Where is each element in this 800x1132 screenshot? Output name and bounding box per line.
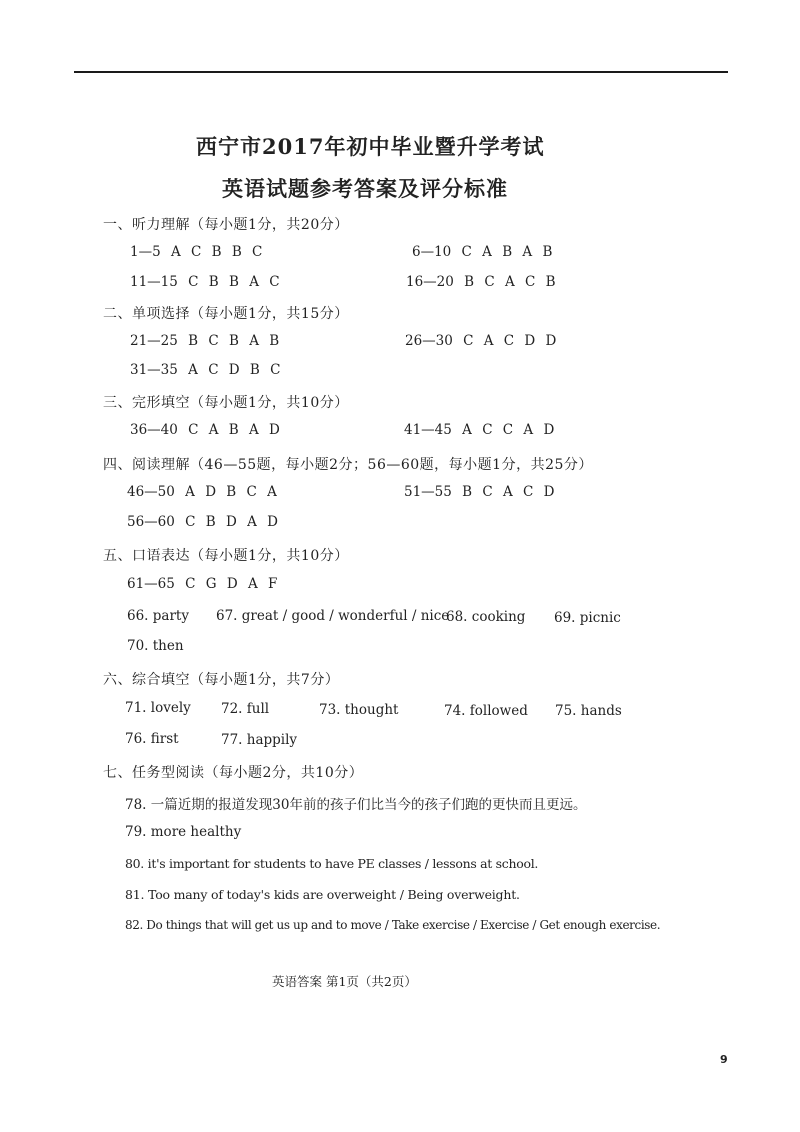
- answer-item: 79. more healthy: [125, 824, 242, 840]
- answer-row: 21—25 B C B A B: [130, 333, 280, 349]
- answer-item: 72. full: [221, 701, 270, 717]
- answer-item: 78. 一篇近期的报道发现30年前的孩子们比当今的孩子们跑的更快而且更远。: [125, 797, 587, 813]
- answer-item: 70. then: [127, 638, 184, 654]
- answer-item: 82. Do things that will get us up and to move / Take exercise / Exercise / Get enough exercise.: [125, 918, 661, 932]
- section-heading-comprehensive-fill: 六、综合填空（每小题1分，共7分）: [103, 672, 340, 688]
- page-subtitle: 英语试题参考答案及评分标准: [222, 176, 508, 201]
- section-heading-oral: 五、口语表达（每小题1分，共10分）: [103, 548, 349, 564]
- answer-item: 80. it's important for students to have PE classes / lessons at school.: [125, 856, 539, 871]
- answer-row: 1—5 A C B B C: [130, 244, 263, 260]
- answer-item: 69. picnic: [554, 610, 621, 626]
- answer-item: 75. hands: [555, 703, 622, 719]
- answer-row: 41—45 A C C A D: [404, 422, 555, 438]
- section-heading-single-choice: 二、单项选择（每小题1分，共15分）: [103, 306, 349, 322]
- section-heading-reading: 四、阅读理解（46—55题，每小题2分；56—60题，每小题1分，共25分）: [103, 457, 593, 473]
- answer-item: 76. first: [125, 731, 179, 747]
- answer-item: 67. great / good / wonderful / nice: [216, 608, 450, 624]
- answer-row: 16—20 B C A C B: [406, 274, 556, 290]
- answer-row: 6—10 C A B A B: [412, 244, 553, 260]
- answer-row: 56—60 C B D A D: [127, 514, 278, 530]
- answer-row: 31—35 A C D B C: [130, 362, 281, 378]
- page-number: 9: [720, 1053, 728, 1066]
- answer-row: 61—65 C G D A F: [127, 576, 278, 592]
- answer-row: 26—30 C A C D D: [405, 333, 557, 349]
- answer-row: 51—55 B C A C D: [404, 484, 555, 500]
- answer-row: 11—15 C B B A C: [130, 274, 280, 290]
- answer-item: 74. followed: [444, 703, 528, 719]
- answer-item: 81. Too many of today's kids are overweight / Being overweight.: [125, 887, 520, 902]
- section-heading-task-reading: 七、任务型阅读（每小题2分，共10分）: [103, 765, 364, 781]
- section-heading-cloze: 三、完形填空（每小题1分，共10分）: [103, 395, 349, 411]
- answer-row: 36—40 C A B A D: [130, 422, 280, 438]
- answer-item: 71. lovely: [125, 700, 191, 716]
- page-title: 西宁市2017年初中毕业暨升学考试: [196, 134, 545, 159]
- answer-item: 73. thought: [319, 702, 399, 718]
- section-heading-listening: 一、听力理解（每小题1分，共20分）: [103, 217, 349, 233]
- answer-row: 46—50 A D B C A: [127, 484, 277, 500]
- answer-item: 66. party: [127, 608, 189, 624]
- page-footer: 英语答案 第1页（共2页）: [272, 974, 417, 989]
- answer-item: 77. happily: [221, 732, 298, 748]
- answer-item: 68. cooking: [446, 609, 526, 625]
- top-rule: [74, 71, 728, 73]
